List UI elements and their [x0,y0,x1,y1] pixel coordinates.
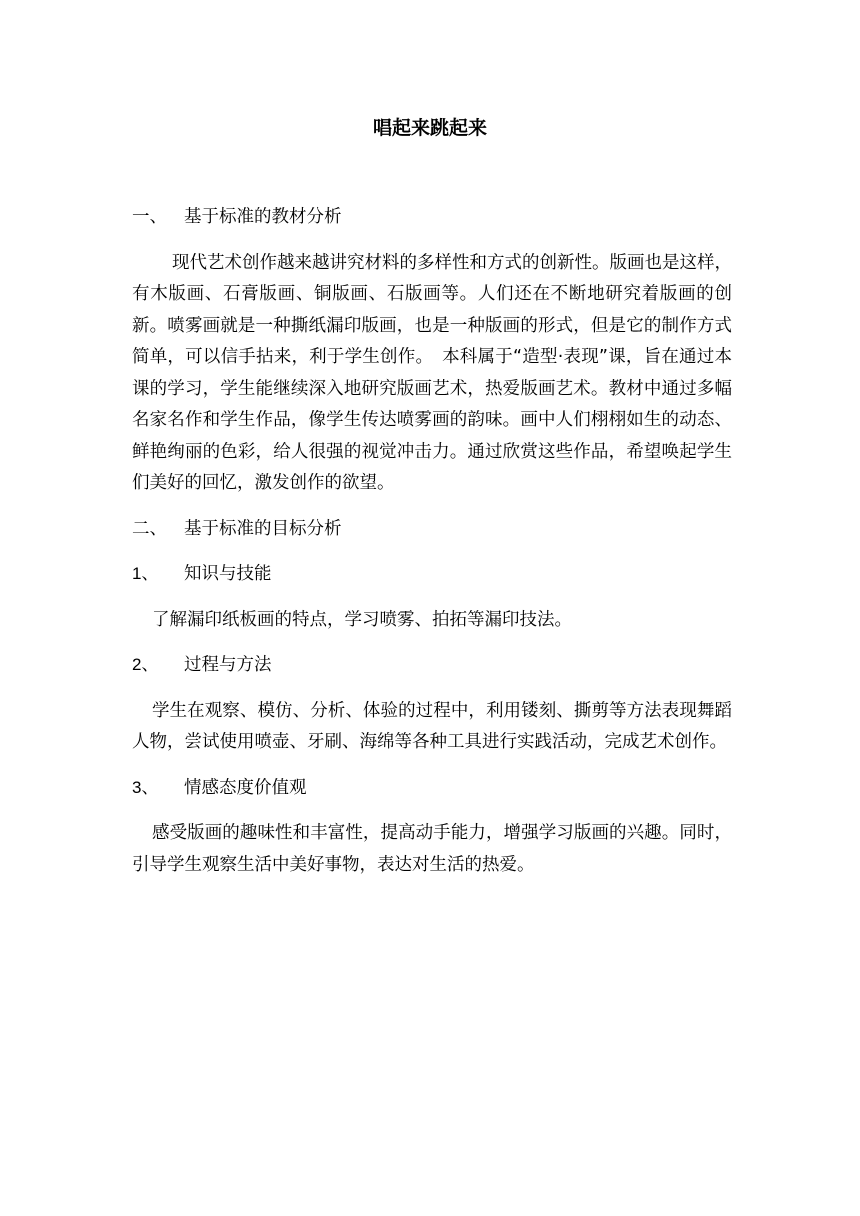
objective-title: 情感态度价值观 [184,777,307,798]
objective-paragraph-2: 学生在观察、模仿、分析、体验的过程中，利用镂刻、撕剪等方法表现舞蹈人物，尝试使用喷壶、牙刷、海绵等各种工具进行实践活动，完成艺术创作。 [132,700,732,752]
document-body [132,202,732,895]
objective-paragraph-1: 了解漏印纸板画的特点，学习喷雾、拍拓等漏印技法。 [152,609,572,630]
section-heading-2 [132,514,732,544]
objective-number: 2、 [132,655,159,674]
objective-paragraph-3: 感受版画的趣味性和丰富性，提高动手能力，增强学习版画的兴趣。同时，引导学生观察生活中美好事物，表达对生活的热爱。 [132,823,732,875]
objective-number: 3、 [132,777,159,797]
objective-number: 1、 [132,564,159,583]
section-title: 基于标准的教材分析 [184,207,342,227]
section-number: 一、 [132,207,167,227]
section-paragraph-1: 现代艺术创作越来越讲究材料的多样性和方式的创新性。版画也是这样，有木版画、石膏版画、铜版画、石版画等。人们还在不断地研究着版画的创新。喷雾画就是一种撕纸漏印版画，也是一种版画的形式，但是它的制作方式简单，可以信手拈来，利于学生创作。 本科属于“造型·表现”课，旨在通过本课的学习，学生能继续深入地研究版画艺术，热爱版画艺术。教材中通过多幅名家名作和学生作品，像学生传达喷雾画的韵味。画中人们栩栩如生的动态、鲜艳绚丽的色彩，给人很强的视觉冲击力。通过欣赏这些作品，希望唤起学生们美好的回忆，激发创作的欲望。 [132,252,732,493]
section-heading-1 [132,202,732,232]
objective-title: 知识与技能 [184,564,272,584]
section-title: 基于标准的目标分析 [184,518,342,539]
objective-heading-2 [132,650,732,680]
objective-heading-3 [132,773,732,803]
objective-heading-1 [132,559,732,589]
document-title: 唱起来跳起来 [372,117,487,139]
objective-title: 过程与方法 [184,655,272,675]
section-number: 二、 [132,518,167,539]
